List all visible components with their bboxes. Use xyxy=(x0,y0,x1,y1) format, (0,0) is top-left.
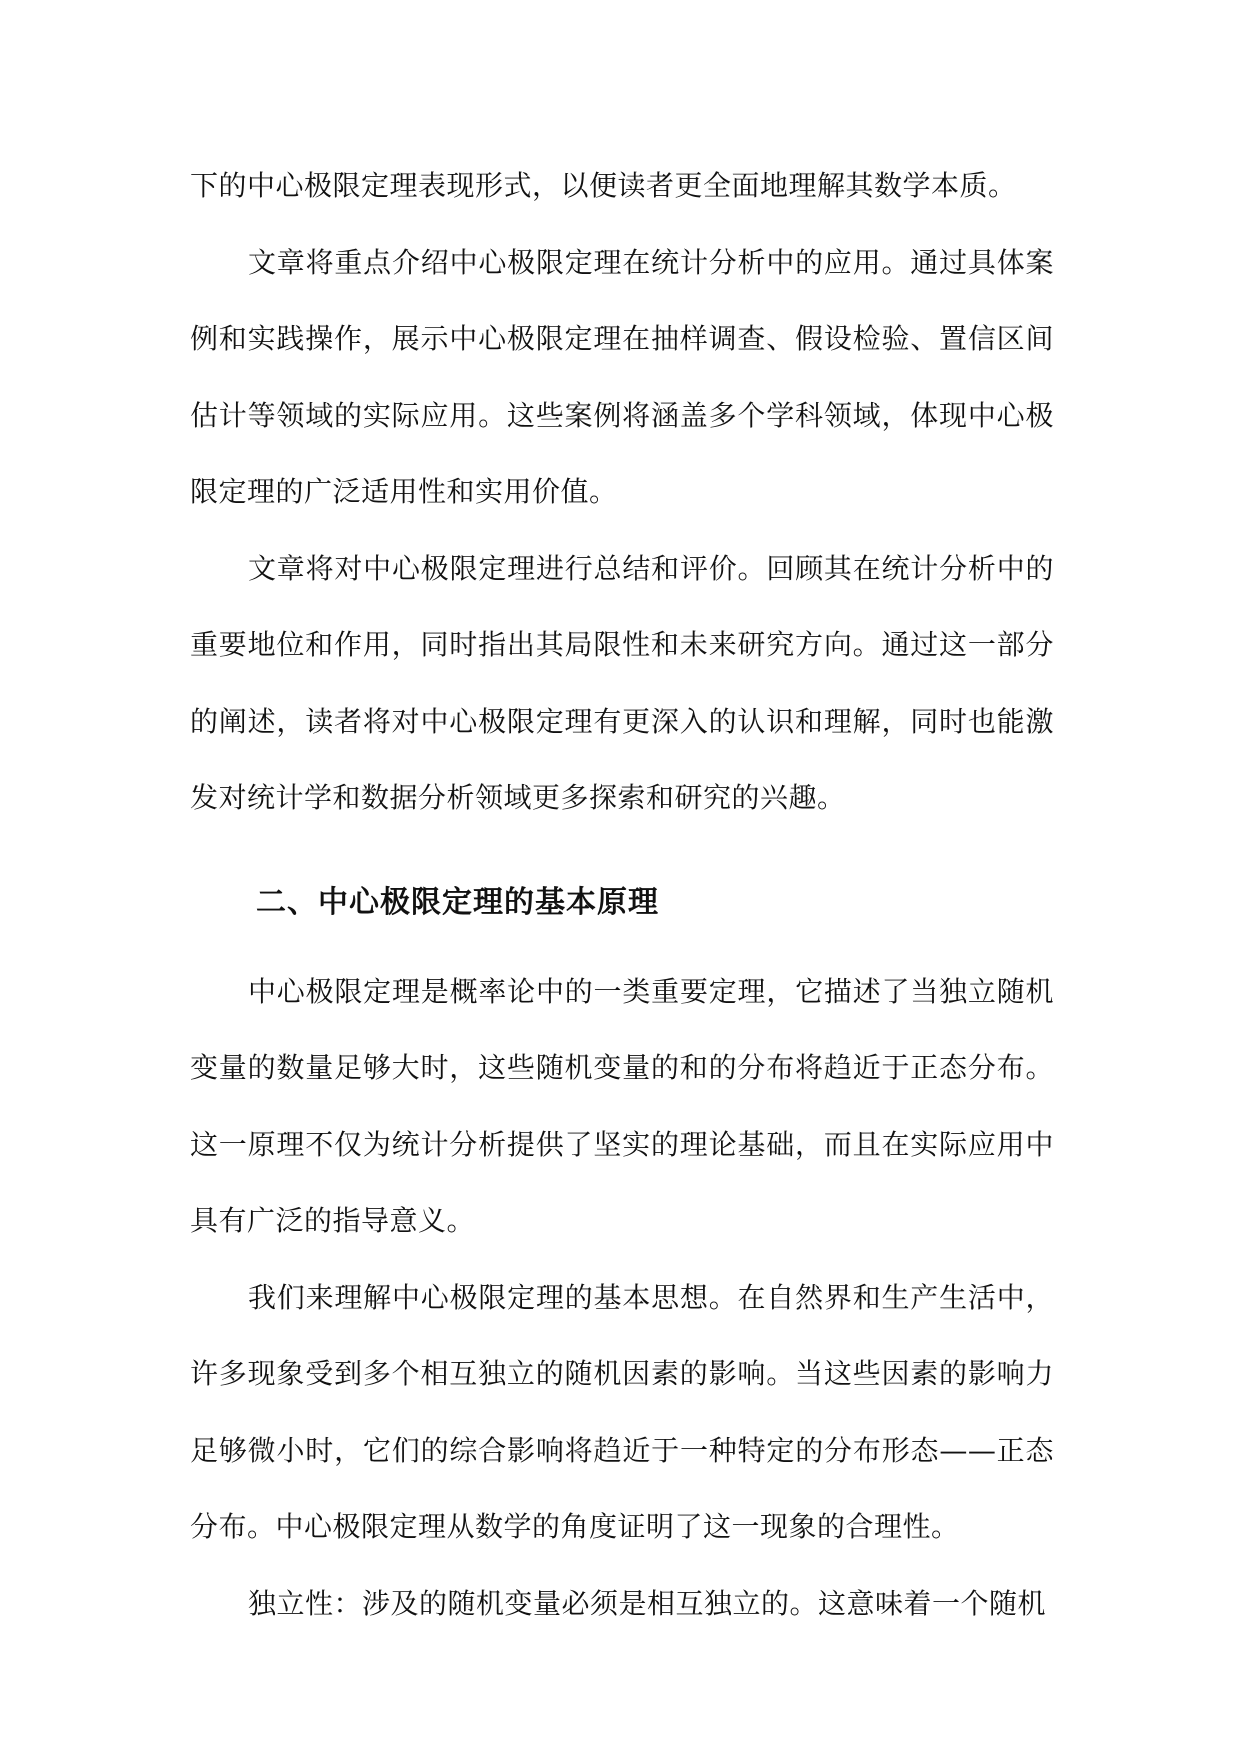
paragraph-2: 文章将重点介绍中心极限定理在统计分析中的应用。通过具体案例和实践操作，展示中心极限定理在抽样调查、假设检验、置信区间估计等领域的实际应用。这些案例将涵盖多个学科领域，体现中心极限定理的广泛适用性和实用价值。 xyxy=(190,245,1054,508)
paragraph-1: 下的中心极限定理表现形式，以便读者更全面地理解其数学本质。 xyxy=(190,169,1017,202)
document-body xyxy=(190,148,1054,1642)
paragraph-3: 文章将对中心极限定理进行总结和评价。回顾其在统计分析中的重要地位和作用，同时指出其局限性和未来研究方向。通过这一部分的阐述，读者将对中心极限定理有更深入的认识和理解，同时也能激发对统计学和数据分析领域更多探索和研究的兴趣。 xyxy=(190,551,1054,814)
paragraph-5: 我们来理解中心极限定理的基本思想。在自然界和生产生活中，许多现象受到多个相互独立的随机因素的影响。当这些因素的影响力足够微小时，它们的综合影响将趋近于一种特定的分布形态——正态分布。中心极限定理从数学的角度证明了这一现象的合理性。 xyxy=(190,1280,1054,1543)
paragraph-4: 中心极限定理是概率论中的一类重要定理，它描述了当独立随机变量的数量足够大时，这些随机变量的和的分布将趋近于正态分布。这一原理不仅为统计分析提供了坚实的理论基础，而且在实际应用中具有广泛的指导意义。 xyxy=(190,974,1054,1237)
paragraph-6: 独立性：涉及的随机变量必须是相互独立的。这意味着一个随机 xyxy=(248,1586,1047,1620)
section-heading: 二、中心极限定理的基本原理 xyxy=(256,884,659,920)
